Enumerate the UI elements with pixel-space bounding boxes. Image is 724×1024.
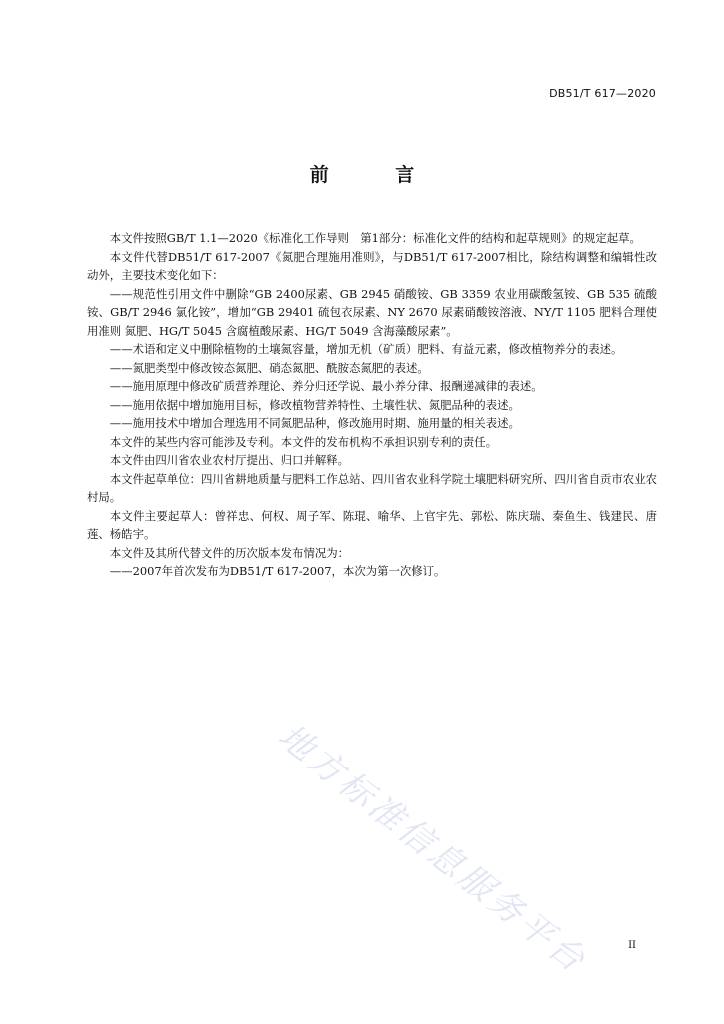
paragraph: ——2007年首次发布为DB51/T 617-2007，本次为第一次修订。 [109,564,446,578]
page-title: 前 言 [309,164,445,186]
paragraph: 本文件起草单位：四川省耕地质量与肥料工作总站、四川省农业科学院土壤肥料研究所、四川省自贡市农业农村局。 [87,471,657,504]
paragraph: ——施用原理中修改矿质营养理论、养分归还学说、最小养分律、报酬递减律的表述。 [109,379,543,393]
paragraph: ——氮肥类型中修改铵态氮肥、硝态氮肥、酰胺态氮肥的表述。 [109,360,429,375]
paragraph: ——施用技术中增加合理选用不同氮肥品种，修改施用时期、施用量的相关表述。 [109,416,520,430]
document-code: DB51/T 617—2020 [549,87,656,100]
paragraph: 本文件按照GB/T 1.1—2020《标准化工作导则 第1部分：标准化文件的结构和起草规则》的规定起草。 [109,231,641,245]
paragraph: 本文件的某些内容可能涉及专利。本文件的发布机构不承担识别专利的责任。 [109,434,498,449]
page-number: II [628,940,636,951]
foreword-body [87,229,657,581]
paragraph: ——施用依据中增加施用目标，修改植物营养特性、土壤性状、氮肥品种的表述。 [109,397,520,412]
paragraph: 本文件代替DB51/T 617-2007《氮肥合理施用准则》，与DB51/T 617-2007相比，除结构调整和编辑性改动外，主要技术变化如下： [87,249,657,282]
watermark: 地方标准信息服务平台 [270,716,595,982]
paragraph: ——术语和定义中删除植物的土壤氮容量，增加无机（矿质）肥料、有益元素，修改植物养分的表述。 [109,342,623,356]
paragraph: ——规范性引用文件中删除“GB 2400尿素、GB 2945 硝酸铵、GB 3359 农业用碳酸氢铵、GB 535 硫酸铵、GB/T 2946 氯化铵”，增加“GB 29401 硫包衣尿素、NY 2670 尿素硝酸铵溶液、NY/T 1105 肥料合理使用准则 氮肥、HG/T 5045 含腐植酸尿素、HG/T 5049 含海藻酸尿素”。 [87,286,657,338]
paragraph: 本文件及其所代替文件的历次版本发布情况为： [109,545,350,560]
paragraph: 本文件由四川省农业农村厅提出、归口并解释。 [109,453,350,467]
paragraph: 本文件主要起草人：曾祥忠、何权、周子军、陈琨、喻华、上官宇先、郭松、陈庆瑞、秦鱼生、钱建民、唐莲、杨皓宇。 [87,508,657,541]
